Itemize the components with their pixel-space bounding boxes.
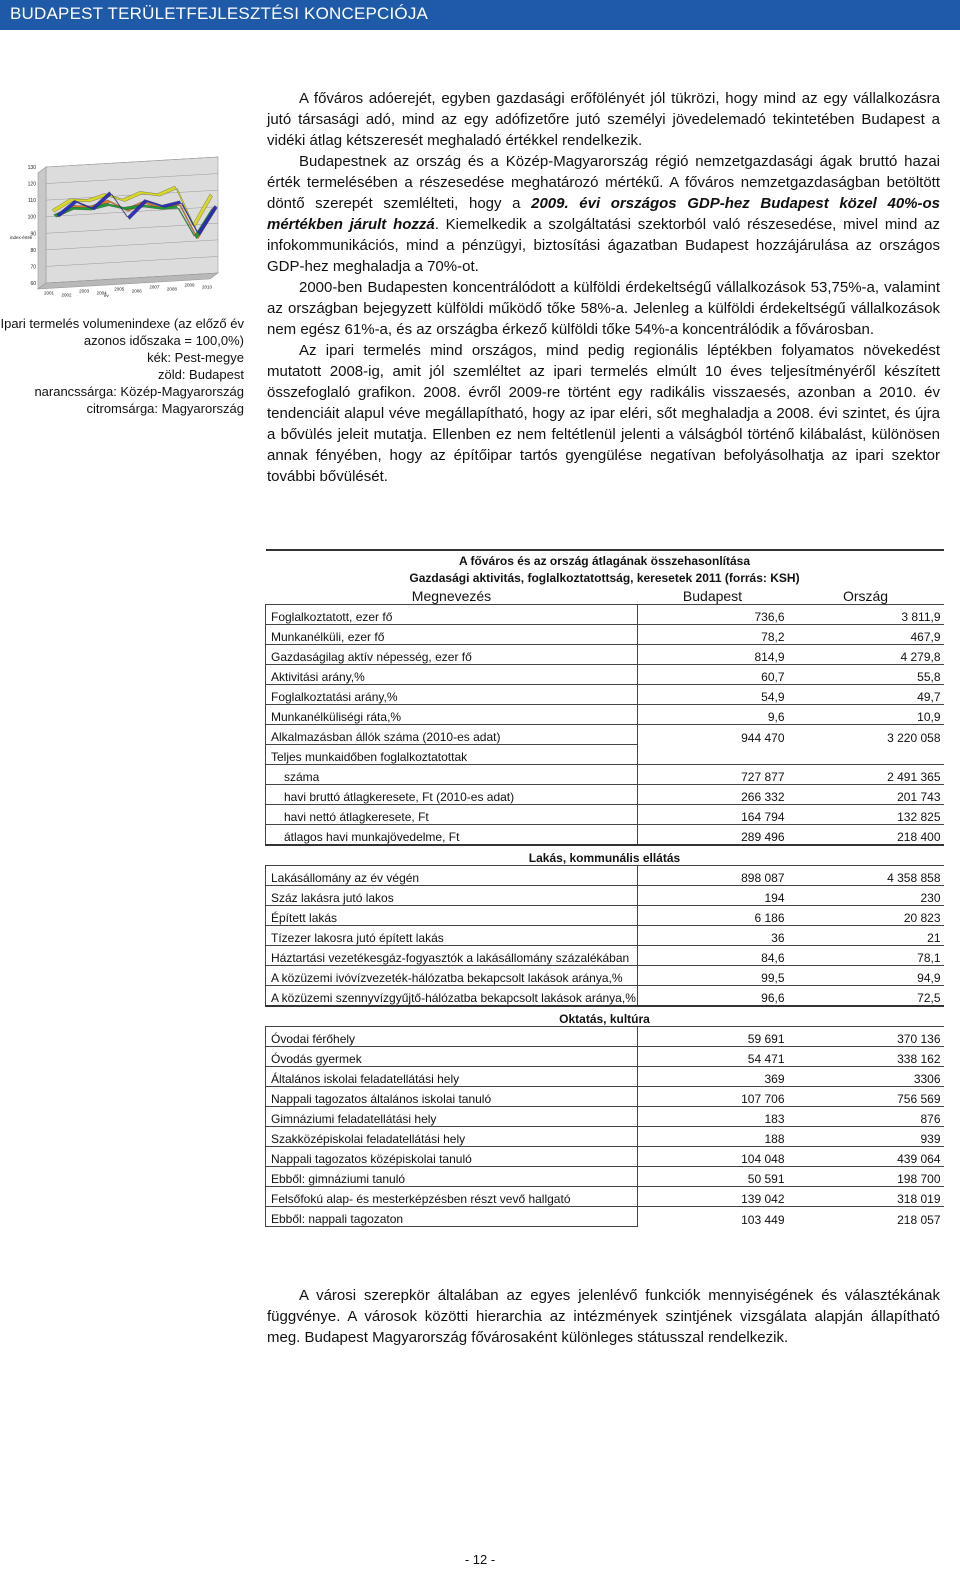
row-label: Lakásállomány az év végén [266, 866, 638, 886]
orszag-value: 318 019 [788, 1187, 944, 1207]
row-label: Óvodai férőhely [266, 1027, 638, 1047]
x-tick-label: 2002 [61, 292, 72, 298]
table-row [266, 986, 944, 1007]
plot-side-wall [38, 167, 46, 289]
orszag-value: 3 811,9 [788, 605, 944, 625]
table-row [266, 825, 944, 846]
orszag-value: 218 057 [788, 1207, 944, 1227]
budapest-value: 369 [638, 1067, 788, 1087]
y-tick-label: 90 [30, 231, 36, 238]
table-row [266, 1187, 944, 1207]
table-row [266, 1127, 944, 1147]
orszag-value: 3306 [788, 1067, 944, 1087]
caption-line: Ipari termelés volumenindexe (az előző év [0, 316, 244, 331]
table-row [266, 926, 944, 946]
emphasis-text: 2009. évi országos GDP-hez Budapest közel 40%-os mértékben járult hozzá [267, 195, 941, 233]
col-header-budapest: Budapest [682, 588, 743, 604]
caption-line: zöld: Budapest [157, 367, 244, 382]
row-label: Gazdaságilag aktív népesség, ezer fő [266, 645, 638, 665]
row-label: Nappali tagozatos általános iskolai tanuló [266, 1087, 638, 1107]
table-row [266, 1047, 944, 1067]
y-tick-label: 60 [30, 281, 36, 287]
row-label: Háztartási vezetékesgáz-fogyasztók a lakásállomány százalékában [266, 946, 638, 966]
x-axis-label: év [104, 293, 109, 298]
budapest-value: 727 877 [638, 765, 788, 785]
caption-line: narancssárga: Közép-Magyarország [34, 384, 244, 399]
budapest-value: 50 591 [638, 1167, 788, 1187]
row-label: Ebből: nappali tagozaton [266, 1207, 638, 1227]
plot-back-wall [46, 157, 218, 283]
caption-line: azonos időszaka = 100,0%) [83, 333, 244, 348]
budapest-value: 107 706 [638, 1087, 788, 1107]
table-row [266, 1107, 944, 1127]
row-label: Felsőfokú alap- és mesterképzésben részt vevő hallgató [266, 1187, 638, 1207]
row-label: Szakközépiskolai feladatellátási hely [266, 1127, 638, 1147]
budapest-value: 814,9 [638, 645, 788, 665]
section-title-housing: Lakás, kommunális ellátás [266, 845, 944, 866]
table-row [266, 805, 944, 825]
section-housing [266, 866, 944, 1007]
table-row [266, 685, 944, 705]
budapest-value: 194 [638, 886, 788, 906]
budapest-value: 164 794 [638, 805, 788, 825]
budapest-value: 289 496 [638, 825, 788, 846]
chart-caption [0, 315, 244, 417]
row-label: Gimnáziumi feladatellátási hely [266, 1107, 638, 1127]
row-label: Tízezer lakosra jutó épített lakás [266, 926, 638, 946]
table-row [266, 966, 944, 986]
row-label: Épített lakás [266, 906, 638, 926]
paragraph [267, 151, 940, 277]
row-label: Munkanélküliségi ráta,% [266, 705, 638, 725]
col-header-name: Megnevezés [411, 588, 492, 604]
row-label: havi nettó átlagkeresete, Ft [266, 805, 638, 825]
budapest-value: 78,2 [638, 625, 788, 645]
budapest-value [638, 745, 788, 765]
comparison-table [265, 549, 943, 1227]
industrial-index-chart [8, 155, 248, 305]
orszag-value: 467,9 [788, 625, 944, 645]
orszag-value: 94,9 [788, 966, 944, 986]
section-economy [266, 605, 944, 846]
orszag-value [788, 745, 944, 765]
x-tick-label: 2006 [131, 288, 142, 294]
row-label: Munkanélküli, ezer fő [266, 625, 638, 645]
row-label: A közüzemi szennyvízgyűjtő-hálózatba bekapcsolt lakások aránya,% [266, 986, 638, 1007]
table-title: A főváros és az ország átlagának összehasonlítása [266, 550, 944, 568]
budapest-value: 54 471 [638, 1047, 788, 1067]
orszag-value: 939 [788, 1127, 944, 1147]
row-label: Foglalkoztatási arány,% [266, 685, 638, 705]
table-row [266, 645, 944, 665]
x-tick-label: 2007 [149, 284, 160, 290]
body-text [267, 88, 940, 487]
orszag-value: 230 [788, 886, 944, 906]
stats-table [265, 549, 944, 1227]
table-row [266, 745, 944, 765]
orszag-value: 21 [788, 926, 944, 946]
table-row [266, 906, 944, 926]
table-row [266, 785, 944, 805]
chart-svg [8, 155, 248, 305]
page-header [0, 0, 960, 30]
x-tick-label: 2009 [184, 282, 195, 288]
budapest-value: 36 [638, 926, 788, 946]
budapest-value: 266 332 [638, 785, 788, 805]
x-tick-label: 2001 [44, 290, 55, 296]
row-label: Nappali tagozatos középiskolai tanuló [266, 1147, 638, 1167]
paragraph: A városi szerepkör általában az egyes jelenlévő funkciók mennyiségének és választékának függvénye. A városok közötti hierarchia az intézmények szintjének vizsgálata alapján állapítható meg. Budapest Magyarország fővárosaként különleges státusszal rendelkezik. [267, 1287, 940, 1346]
table-subtitle: Gazdasági aktivitás, foglalkoztatottság, keresetek 2011 (forrás: KSH) [409, 571, 800, 585]
budapest-value: 9,6 [638, 705, 788, 725]
orszag-value: 198 700 [788, 1167, 944, 1187]
y-tick-label: 110 [28, 198, 36, 205]
orszag-value: 439 064 [788, 1147, 944, 1167]
x-tick-label: 2003 [79, 288, 90, 294]
budapest-value: 736,6 [638, 605, 788, 625]
orszag-value: 876 [788, 1107, 944, 1127]
orszag-value: 2 491 365 [788, 765, 944, 785]
budapest-value: 6 186 [638, 906, 788, 926]
paragraph: Az ipari termelés mind országos, mind pedig regionális léptékben folyamatos növekedést mutatott 2008-ig, amit jól szemléltet az ipari termelés elmúlt 10 éves teljesítményéről készített összefoglaló grafikon. 2008. évről 2009-re történt egy radikális visszaesés, azonban a 2010. év tendenciáit alapul véve megállapítható, hogy az ipar eléri, sőt meghaladja a 2008. évi szintet, és újra a bővülés jeleit mutatja. Ellenben ez nem feltétlenül jelenti a válságból történő kilábalást, különösen annak fényében, hogy az építőipar tartós gyengülése negatívan befolyásolhatja az ipari szektor további bővülését. [267, 342, 940, 485]
budapest-value: 103 449 [638, 1207, 788, 1227]
orszag-value: 55,8 [788, 665, 944, 685]
budapest-value: 84,6 [638, 946, 788, 966]
budapest-value: 188 [638, 1127, 788, 1147]
x-tick-label: 2005 [114, 286, 125, 292]
budapest-value: 944 470 [638, 725, 788, 745]
budapest-value: 898 087 [638, 866, 788, 886]
orszag-value: 370 136 [788, 1027, 944, 1047]
orszag-value: 4 358 858 [788, 866, 944, 886]
budapest-value: 59 691 [638, 1027, 788, 1047]
orszag-value: 218 400 [788, 825, 944, 846]
row-label: A közüzemi ivóvízvezeték-hálózatba bekapcsolt lakások aránya,% [266, 966, 638, 986]
orszag-value: 4 279,8 [788, 645, 944, 665]
col-header-orszag: Ország [842, 588, 889, 604]
table-row [266, 1087, 944, 1107]
paragraph: A főváros adóerejét, egyben gazdasági erőfölényét jól tükrözi, hogy mind az egy vállalkozásra jutó társasági adó, mind az egy adófizetőre jutó személyi jövedelemadó tekintetében Budapest a vidéki átlag kétszeresét meghaladó értékkel rendelkezik. [267, 90, 940, 149]
budapest-value: 96,6 [638, 986, 788, 1007]
page-number: - 12 - [464, 1552, 496, 1567]
paragraph-text: Budapestnek az ország és a Közép-Magyarország régió nemzetgazdasági ágak bruttó hazai érték termelésében a részesedése meghatározó mértékű. A főváros nemzetgazdaságban betöltött döntő szerepét szemlélteti, hogy a [267, 153, 940, 212]
table-row [266, 1067, 944, 1087]
budapest-value: 54,9 [638, 685, 788, 705]
y-tick-label: 70 [30, 264, 36, 271]
row-label: havi bruttó átlagkeresete, Ft (2010-es adat) [266, 785, 638, 805]
orszag-value: 338 162 [788, 1047, 944, 1067]
budapest-value: 104 048 [638, 1147, 788, 1167]
table-row [266, 765, 944, 785]
table-row [266, 1027, 944, 1047]
y-tick-label: 130 [27, 165, 36, 171]
orszag-value: 201 743 [788, 785, 944, 805]
x-tick-label: 2004 [96, 290, 107, 296]
row-label: átlagos havi munkajövedelme, Ft [266, 825, 638, 846]
y-tick-label: 100 [27, 214, 36, 221]
orszag-value: 72,5 [788, 986, 944, 1007]
y-axis-label: index-érték [10, 235, 33, 240]
orszag-value: 10,9 [788, 705, 944, 725]
table-row [266, 665, 944, 685]
orszag-value: 3 220 058 [788, 725, 944, 745]
row-label: Foglalkoztatott, ezer fő [266, 605, 638, 625]
budapest-value: 99,5 [638, 966, 788, 986]
table-row [266, 866, 944, 886]
budapest-value: 183 [638, 1107, 788, 1127]
table-row [266, 605, 944, 625]
budapest-value: 139 042 [638, 1187, 788, 1207]
y-tick-label: 120 [27, 181, 36, 188]
orszag-value: 20 823 [788, 906, 944, 926]
paragraph: 2000-ben Budapesten koncentrálódott a külföldi érdekeltségű vállalkozások 53,75%-a, valamint az országban bejegyzett külföldi működő tőke 58%-a. Jelenleg a külföldi érdekeltségű vállalkozások nem egész 61%-a, és az országba érkező külföldi tőke 54%-a koncentrálódik a fővárosban. [267, 279, 940, 338]
header-title: BUDAPEST TERÜLETFEJLESZTÉSI KONCEPCIÓJA [10, 4, 429, 23]
table-row [266, 946, 944, 966]
x-tick-label: 2010 [202, 284, 213, 290]
table-row [266, 705, 944, 725]
budapest-value: 60,7 [638, 665, 788, 685]
orszag-value: 49,7 [788, 685, 944, 705]
section-education [266, 1027, 944, 1227]
row-label: Óvodás gyermek [266, 1047, 638, 1067]
row-label: száma [266, 765, 638, 785]
table-row [266, 1207, 944, 1227]
caption-line: citromsárga: Magyarország [86, 401, 244, 416]
orszag-value: 132 825 [788, 805, 944, 825]
table-row [266, 725, 944, 745]
row-label: Aktivitási arány,% [266, 665, 638, 685]
orszag-value: 756 569 [788, 1087, 944, 1107]
table-row [266, 1147, 944, 1167]
orszag-value: 78,1 [788, 946, 944, 966]
section-title-education: Oktatás, kultúra [266, 1006, 944, 1027]
x-tick-label: 2008 [166, 286, 177, 292]
caption-line: kék: Pest-megye [147, 350, 244, 365]
row-label: Ebből: gimnáziumi tanuló [266, 1167, 638, 1187]
table-row [266, 1167, 944, 1187]
paragraph-text: . Kiemelkedik a szolgáltatási szektorból való részesedése, mivel mind az infokommunikációs, mind a pénzügyi, biztosítási ágazatban Budapest hozzájárulása az országos GDP-hez meghaladja a 70%-ot. [267, 216, 940, 275]
closing-text [267, 1285, 940, 1348]
row-label: Teljes munkaidőben foglalkoztatottak [266, 745, 638, 765]
table-row [266, 886, 944, 906]
y-tick-label: 80 [30, 247, 36, 254]
row-label: Száz lakásra jutó lakos [266, 886, 638, 906]
table-row [266, 625, 944, 645]
row-label: Általános iskolai feladatellátási hely [266, 1067, 638, 1087]
row-label: Alkalmazásban állók száma (2010-es adat) [266, 725, 638, 745]
